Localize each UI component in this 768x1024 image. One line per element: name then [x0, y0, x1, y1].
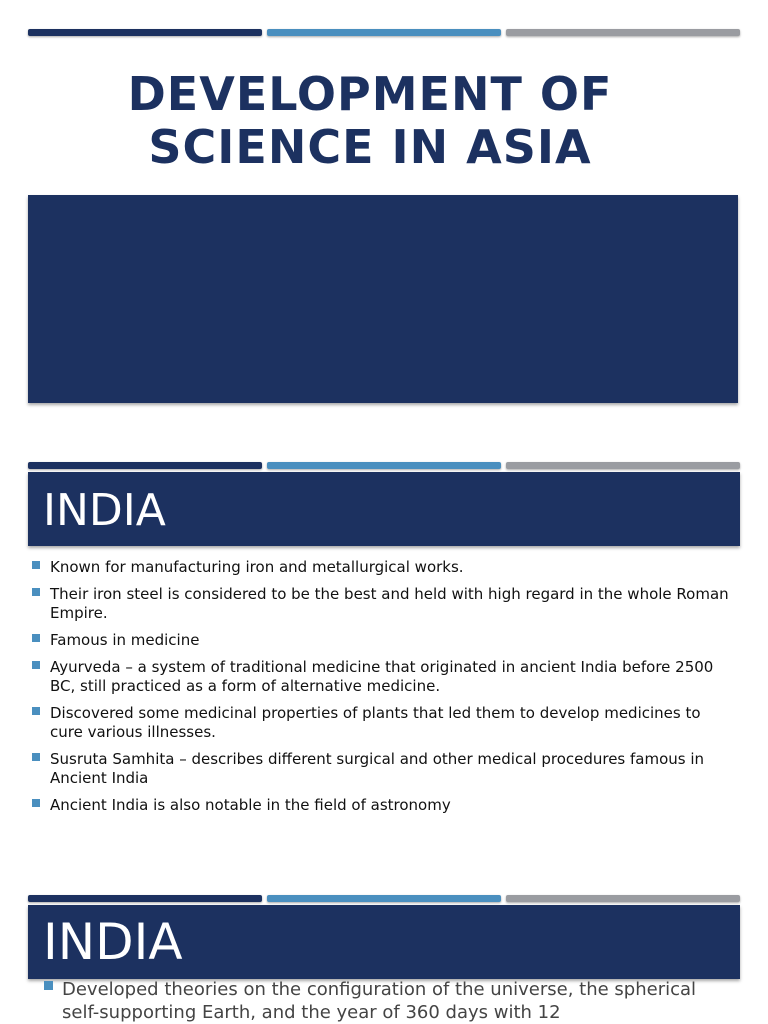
- list-item: [44, 978, 734, 1024]
- list-item: [32, 750, 732, 788]
- accent-bar-gray: [506, 29, 740, 36]
- slide3-bullet-list: [44, 978, 734, 1024]
- slide1-title-band: [28, 195, 738, 403]
- square-bullet-icon: [32, 799, 40, 807]
- slide1-accent-bars: [28, 29, 740, 36]
- square-bullet-icon: [44, 981, 53, 990]
- accent-bar-navy: [28, 29, 262, 36]
- slide3-accent-bars: [28, 895, 740, 902]
- bullet-text: Discovered some medicinal properties of plants that led them to develop medicines to cure various illnesses.: [50, 704, 701, 741]
- list-item: [32, 631, 732, 650]
- square-bullet-icon: [32, 661, 40, 669]
- list-item: [32, 704, 732, 742]
- slide1-title: [0, 68, 740, 174]
- square-bullet-icon: [32, 753, 40, 761]
- accent-bar-gray: [506, 462, 740, 469]
- slide1-title-line1: DEVELOPMENT OF: [127, 67, 613, 121]
- slide3-heading: INDIA: [43, 913, 183, 971]
- slide1-title-line2: SCIENCE IN ASIA: [148, 120, 592, 174]
- list-item: [32, 585, 732, 623]
- square-bullet-icon: [32, 588, 40, 596]
- accent-bar-blue: [267, 895, 501, 902]
- slide2-accent-bars: [28, 462, 740, 469]
- square-bullet-icon: [32, 707, 40, 715]
- bullet-text: Susruta Samhita – describes different surgical and other medical procedures famous in Ancient India: [50, 750, 705, 787]
- list-item: [32, 558, 732, 577]
- bullet-text: Ancient India is also notable in the field of astronomy: [50, 796, 451, 814]
- list-item: [32, 658, 732, 696]
- slide3-heading-band: [28, 905, 740, 979]
- accent-bar-navy: [28, 462, 262, 469]
- list-item: [32, 796, 732, 815]
- slide2-bullet-list: [32, 558, 732, 823]
- slide2-heading-band: [28, 472, 740, 546]
- accent-bar-blue: [267, 462, 501, 469]
- bullet-text: Ayurveda – a system of traditional medicine that originated in ancient India before 2500 BC, still practiced as a form of alternative medicine.: [50, 658, 714, 695]
- bullet-text: Developed theories on the configuration of the universe, the spherical self-supporting Earth, and the year of 360 days with 12: [62, 979, 697, 1023]
- bullet-text: Known for manufacturing iron and metallurgical works.: [50, 558, 464, 576]
- bullet-text: Their iron steel is considered to be the best and held with high regard in the whole Roman Empire.: [50, 585, 729, 622]
- accent-bar-gray: [506, 895, 740, 902]
- accent-bar-blue: [267, 29, 501, 36]
- accent-bar-navy: [28, 895, 262, 902]
- square-bullet-icon: [32, 561, 40, 569]
- bullet-text: Famous in medicine: [50, 631, 200, 649]
- square-bullet-icon: [32, 634, 40, 642]
- slide2-heading: INDIA: [43, 485, 166, 536]
